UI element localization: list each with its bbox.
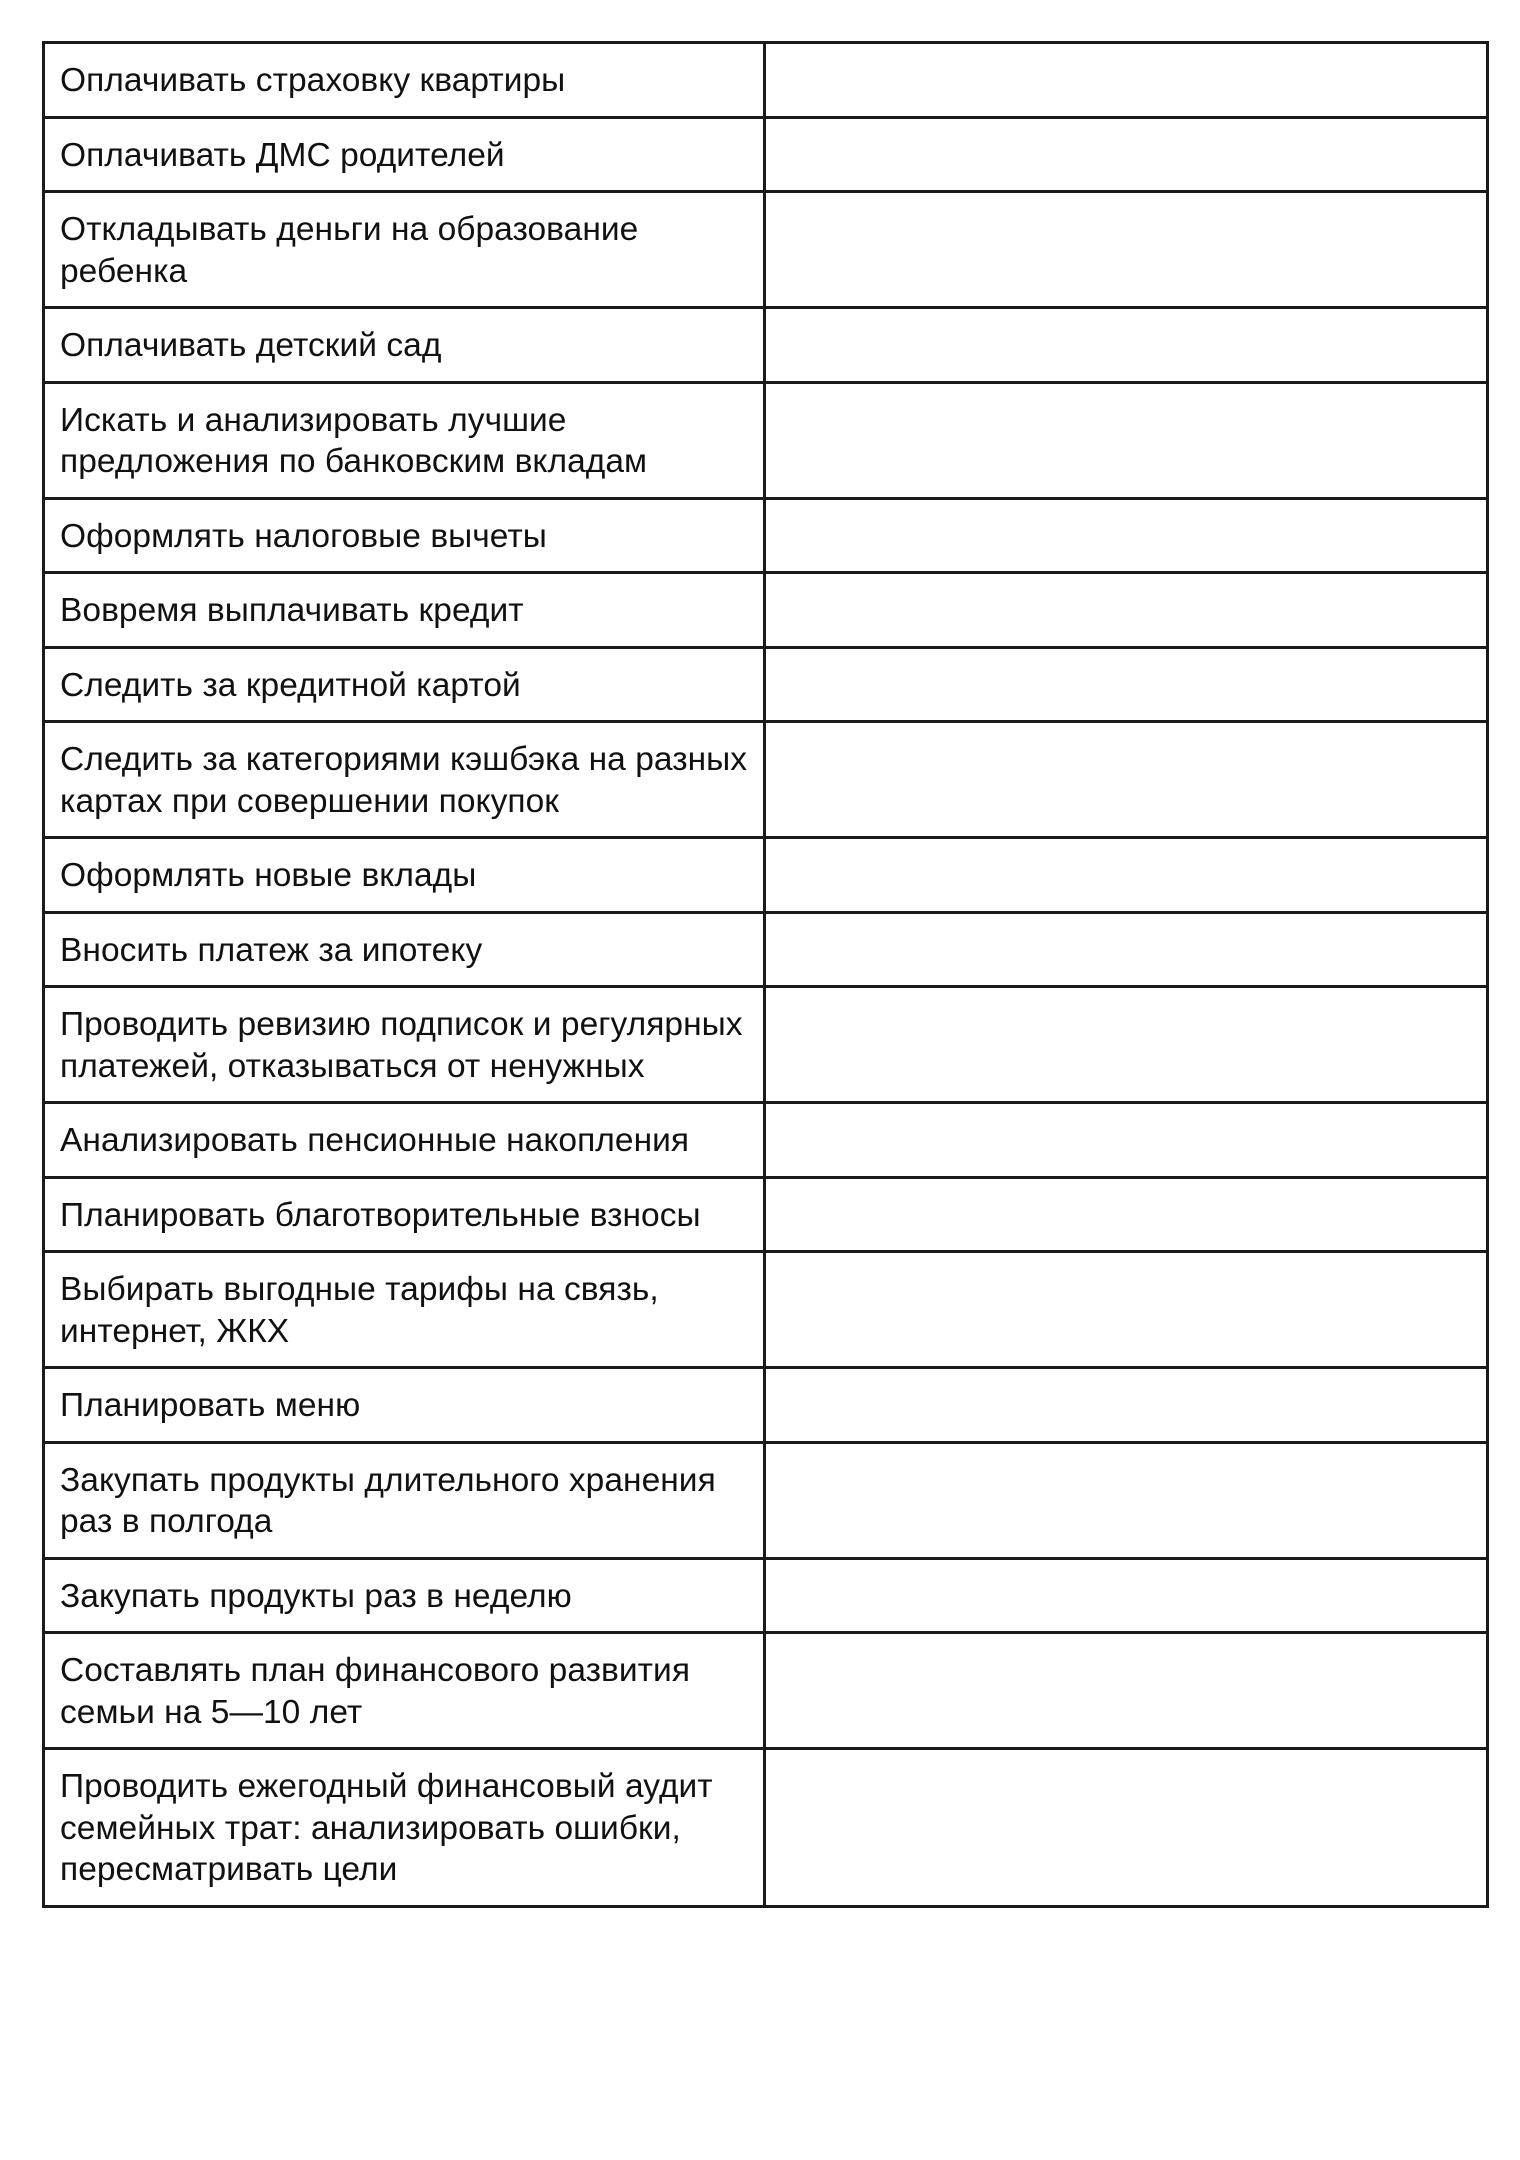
task-cell <box>44 1749 765 1907</box>
table-row <box>44 1558 1488 1633</box>
task-text: Выбирать выгодные тарифы на связь, интернет, ЖКХ <box>60 1271 659 1350</box>
task-text: Вовремя выплачивать кредит <box>60 592 524 629</box>
task-table <box>42 41 1489 1908</box>
task-cell <box>44 838 765 913</box>
task-cell <box>44 1442 765 1558</box>
task-cell <box>44 647 765 722</box>
task-text: Оформлять налоговые вычеты <box>60 517 547 555</box>
answer-cell[interactable] <box>765 1442 1488 1558</box>
task-text: Проводить ежегодный финансовый аудит семейных трат: анализировать ошибки, пересматривать цели <box>60 1768 713 1888</box>
answer-cell[interactable] <box>765 1749 1488 1907</box>
task-cell <box>44 1252 765 1368</box>
table-row <box>44 1368 1488 1443</box>
table-row <box>44 1252 1488 1368</box>
task-cell <box>44 1368 765 1443</box>
table-row <box>44 647 1488 722</box>
answer-cell[interactable] <box>765 1177 1488 1252</box>
task-cell <box>44 722 765 838</box>
task-cell <box>44 308 765 383</box>
task-cell <box>44 498 765 573</box>
task-cell <box>44 43 765 118</box>
table-row <box>44 308 1488 383</box>
table-row <box>44 912 1488 987</box>
answer-cell[interactable] <box>765 1368 1488 1443</box>
task-cell <box>44 1633 765 1749</box>
task-cell <box>44 382 765 498</box>
task-table-body <box>44 43 1488 1907</box>
task-text: Оплачивать ДМС родителей <box>60 136 505 174</box>
task-cell <box>44 987 765 1103</box>
table-row <box>44 838 1488 913</box>
task-cell <box>44 1103 765 1178</box>
answer-cell[interactable] <box>765 722 1488 838</box>
task-text: Закупать продукты длительного хранения раз в полгода <box>60 1461 716 1540</box>
answer-cell[interactable] <box>765 308 1488 383</box>
task-text: Планировать меню <box>60 1387 361 1424</box>
task-cell <box>44 1558 765 1633</box>
task-text: Откладывать деньги на образование ребенка <box>60 211 639 290</box>
answer-cell[interactable] <box>765 912 1488 987</box>
task-text: Проводить ревизию подписок и регулярных платежей, отказываться от ненужных <box>60 1006 743 1085</box>
answer-cell[interactable] <box>765 382 1488 498</box>
answer-cell[interactable] <box>765 1252 1488 1368</box>
task-text: Оплачивать детский сад <box>60 327 442 364</box>
task-cell <box>44 573 765 648</box>
answer-cell[interactable] <box>765 838 1488 913</box>
task-text: Составлять план финансового развития семьи на 5—10 лет <box>60 1652 691 1731</box>
table-row <box>44 1633 1488 1749</box>
table-row <box>44 987 1488 1103</box>
task-cell <box>44 912 765 987</box>
answer-cell[interactable] <box>765 192 1488 308</box>
task-text: Оплачивать страховку квартиры <box>60 62 566 99</box>
answer-cell[interactable] <box>765 1103 1488 1178</box>
answer-cell[interactable] <box>765 117 1488 192</box>
table-row <box>44 382 1488 498</box>
answer-cell[interactable] <box>765 43 1488 118</box>
answer-cell[interactable] <box>765 573 1488 648</box>
task-cell <box>44 117 765 192</box>
task-text: Следить за категориями кэшбэка на разных картах при совершении покупок <box>60 741 748 820</box>
table-row <box>44 1749 1488 1907</box>
table-row <box>44 722 1488 838</box>
table-row <box>44 573 1488 648</box>
table-row <box>44 498 1488 573</box>
task-text: Искать и анализировать лучшие предложения по банковским вкладам <box>60 401 648 480</box>
answer-cell[interactable] <box>765 1633 1488 1749</box>
task-text: Закупать продукты раз в неделю <box>60 1577 572 1615</box>
table-row <box>44 43 1488 118</box>
task-cell <box>44 1177 765 1252</box>
task-text: Следить за кредитной картой <box>60 666 521 704</box>
task-text: Планировать благотворительные взносы <box>60 1196 701 1234</box>
task-text: Анализировать пенсионные накопления <box>60 1122 690 1159</box>
table-row <box>44 192 1488 308</box>
table-row <box>44 1442 1488 1558</box>
table-row <box>44 117 1488 192</box>
task-cell <box>44 192 765 308</box>
answer-cell[interactable] <box>765 498 1488 573</box>
table-row <box>44 1177 1488 1252</box>
task-text: Вносить платеж за ипотеку <box>60 931 483 969</box>
table-row <box>44 1103 1488 1178</box>
answer-cell[interactable] <box>765 1558 1488 1633</box>
answer-cell[interactable] <box>765 647 1488 722</box>
task-text: Оформлять новые вклады <box>60 857 477 894</box>
answer-cell[interactable] <box>765 987 1488 1103</box>
